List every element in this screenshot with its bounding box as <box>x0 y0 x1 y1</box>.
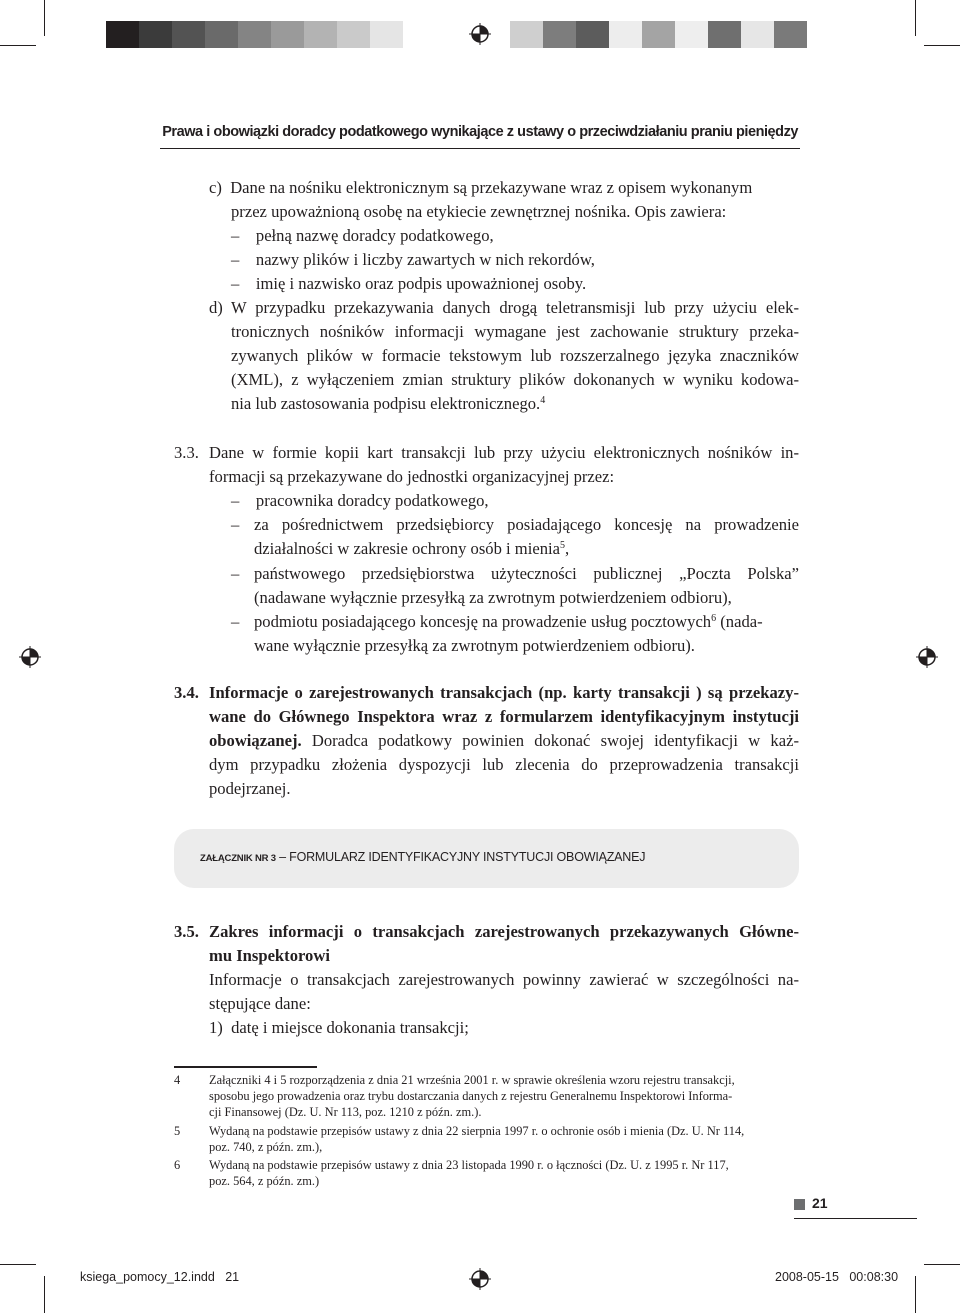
dash-bullet: – <box>231 612 240 631</box>
section-d-line <box>231 392 545 416</box>
section-number: 3.3. <box>174 443 199 462</box>
color-swatch <box>741 21 774 48</box>
page-number-rule <box>794 1218 917 1219</box>
color-calibration-bar-right <box>510 21 807 48</box>
crop-mark <box>924 1264 960 1265</box>
color-swatch <box>675 21 708 48</box>
section-d-line: (XML), z wyłączeniem zmian struktury plików dokonanych w wyniku kodowa- <box>231 370 799 389</box>
footnote-number: 4 <box>174 1073 181 1087</box>
list-item-text: pełną nazwę doradcy podatkowego, <box>255 226 494 245</box>
section-d-line: W przypadku przekazywania danych drogą teletransmisji lub przy użyciu elek- <box>231 298 799 317</box>
section-d-line: zywanych plików w formacie tekstowym lub rozszerzalnego języka znaczników <box>231 346 799 365</box>
color-swatch <box>642 21 675 48</box>
color-swatch <box>370 21 403 48</box>
section-d-text: nia lub zastosowania podpisu elektronicznego. <box>231 394 541 413</box>
color-calibration-bar <box>73 21 436 48</box>
section-34-mixed-line <box>209 729 799 753</box>
slug-filename: ksiega_pomocy_12.indd 21 <box>80 1270 240 1284</box>
section-34-bold-line: Informacje o zarejestrowanych transakcjach (np. karty transakcji ) są przekazy- <box>209 683 799 702</box>
section-35-line: Informacje o transakcjach zarejestrowanych powinny zawierać w szczególności na- <box>209 970 799 989</box>
color-swatch <box>403 21 436 48</box>
section-35-line: stępujące dane: <box>209 994 311 1013</box>
footnote-ref: 4 <box>540 395 546 406</box>
section-d-line: tronicznych nośników informacji wymagane jest zachowanie struktury przeka- <box>231 322 799 341</box>
section-c-line: c) Dane na nośniku elektronicznym są przekazywane wraz z opisem wykonanym <box>209 178 753 197</box>
registration-mark-icon <box>916 646 938 668</box>
section-33-line: formacji są przekazywane do jednostki organizacyjnej przez: <box>209 467 615 486</box>
footnote-number: 5 <box>174 1124 181 1138</box>
registration-mark-icon <box>469 1268 491 1290</box>
list-item-text: za pośrednictwem przedsiębiorcy posiadającego koncesję na prowadzenie <box>254 515 799 534</box>
crop-mark <box>924 45 960 46</box>
section-35-line: 1) datę i miejsce dokonania transakcji; <box>209 1018 469 1037</box>
running-header: Prawa i obowiązki doradcy podatkowego wynikające z ustawy o przeciwdziałaniu praniu pieniędzy <box>162 124 798 140</box>
color-swatch <box>304 21 337 48</box>
dash-bullet: – <box>231 515 240 534</box>
section-35-bold-line: mu Inspektorowi <box>209 946 330 965</box>
crop-mark <box>0 1264 36 1265</box>
list-item-text: państwowego przedsiębiorstwa użyteczności publicznej „Poczta Polska” <box>254 564 799 583</box>
list-item-punct: , <box>564 539 570 558</box>
color-swatch <box>271 21 304 48</box>
footnote-ref: 6 <box>711 613 717 624</box>
footnote-number: 6 <box>174 1158 181 1172</box>
section-34-text: Doradca podatkowy powinien dokonać swojej identyfikacji w każ- <box>301 731 799 750</box>
footnote-line: Wydaną na podstawie przepisów ustawy z dnia 23 listopada 1990 r. o łączności (Dz. U. z 1995 r. Nr 117, <box>209 1158 729 1172</box>
list-item-text-part: działalności w zakresie ochrony osób i mienia <box>254 539 560 558</box>
color-swatch <box>139 21 172 48</box>
crop-mark <box>44 0 45 36</box>
list-item-text <box>254 537 569 561</box>
list-item-text: nazwy plików i liczby zawartych w nich rekordów, <box>255 250 595 269</box>
page-number-marker <box>794 1199 805 1210</box>
color-swatch <box>543 21 576 48</box>
dash-list-item: – pełną nazwę doradcy podatkowego, <box>231 226 494 245</box>
color-swatch <box>238 21 271 48</box>
slug-timestamp: 2008-05-15 00:08:30 <box>775 1270 899 1284</box>
footnote-line: Załączniki 4 i 5 rozporządzenia z dnia 21 września 2001 r. w sprawie określenia wzoru rejestru transakcji, <box>209 1073 735 1087</box>
attachment-name: – FORMULARZ IDENTYFIKACYJNY INSTYTUCJI OBOWIĄZANEJ <box>275 850 646 864</box>
crop-mark <box>915 0 916 36</box>
dash-list-item: – nazwy plików i liczby zawartych w nich rekordów, <box>231 250 595 269</box>
section-number: 3.5. <box>174 922 199 941</box>
color-swatch <box>774 21 807 48</box>
section-34-bold-line: wane do Głównego Inspektora wraz z formularzem identyfikacyjnym instytucji <box>209 707 799 726</box>
page-number: 21 <box>812 1195 828 1211</box>
list-item-text-part: podmiotu posiadającego koncesję na prowadzenie usług pocztowych <box>254 612 712 631</box>
footnote-rule <box>174 1066 317 1068</box>
color-swatch <box>106 21 139 48</box>
dash-list-item: – pracownika doradcy podatkowego, <box>231 491 489 510</box>
crop-mark <box>915 1276 916 1313</box>
color-swatch <box>205 21 238 48</box>
list-item-text <box>254 610 763 634</box>
section-number: 3.4. <box>174 683 199 702</box>
dash-list-item: – imię i nazwisko oraz podpis upoważnionej osoby. <box>231 274 587 293</box>
footnote-line: poz. 564, z późn. zm.) <box>209 1174 320 1188</box>
color-swatch <box>576 21 609 48</box>
section-35-bold-line: Zakres informacji o transakcjach zarejestrowanych przekazywanych Główne- <box>209 922 799 941</box>
footnote-line: poz. 740, z późn. zm.), <box>209 1140 323 1154</box>
color-swatch <box>708 21 741 48</box>
crop-mark <box>44 1276 45 1313</box>
footnote-line: Wydaną na podstawie przepisów ustawy z dnia 22 sierpnia 1997 r. o ochronie osób i mienia (Dz. U. Nr 114, <box>209 1124 745 1138</box>
list-item-text: (nadawane wyłącznie przesyłką za zwrotnym potwierdzeniem odbioru), <box>254 588 732 607</box>
attachment-label: ZAŁĄCZNIK NR 3 <box>200 853 276 864</box>
color-swatch <box>172 21 205 48</box>
footnote-ref: 5 <box>559 540 565 551</box>
list-item-tail: (nada- <box>716 612 763 631</box>
list-item-text: pracownika doradcy podatkowego, <box>255 491 489 510</box>
attachment-title <box>200 850 645 864</box>
footnote-line: cji Finansowej (Dz. U. Nr 113, poz. 1210 z późn. zm.). <box>209 1105 482 1119</box>
color-swatch <box>609 21 642 48</box>
color-swatch <box>73 21 106 48</box>
footnote-line: sposobu jego prowadzenia oraz trybu dostarczania danych z rejestru Generalnemu Inspektorowi Informa- <box>209 1089 733 1103</box>
color-swatch <box>510 21 543 48</box>
registration-mark-icon <box>469 23 491 45</box>
list-item-text: wane wyłącznie przesyłką za zwrotnym potwierdzeniem odbioru). <box>254 636 695 655</box>
section-33-line: Dane w formie kopii kart transakcji lub przy użyciu elektronicznych nośników in- <box>209 443 799 462</box>
section-34-line: podejrzanej. <box>209 779 291 798</box>
crop-mark <box>0 45 36 46</box>
section-34-line: dym przypadku złożenia dyspozycji lub zlecenia do przeprowadzenia transakcji <box>209 755 799 774</box>
section-c-line: przez upoważnioną osobę na etykiecie zewnętrznej nośnika. Opis zawiera: <box>231 202 727 221</box>
dash-bullet: – <box>231 564 240 583</box>
section-34-bold-text: obowiązanej. <box>209 731 302 750</box>
color-swatch <box>337 21 370 48</box>
header-rule <box>160 148 800 149</box>
list-item-text: imię i nazwisko oraz podpis upoważnionej osoby. <box>255 274 587 293</box>
registration-mark-icon <box>19 646 41 668</box>
section-d-label: d) <box>209 298 223 317</box>
